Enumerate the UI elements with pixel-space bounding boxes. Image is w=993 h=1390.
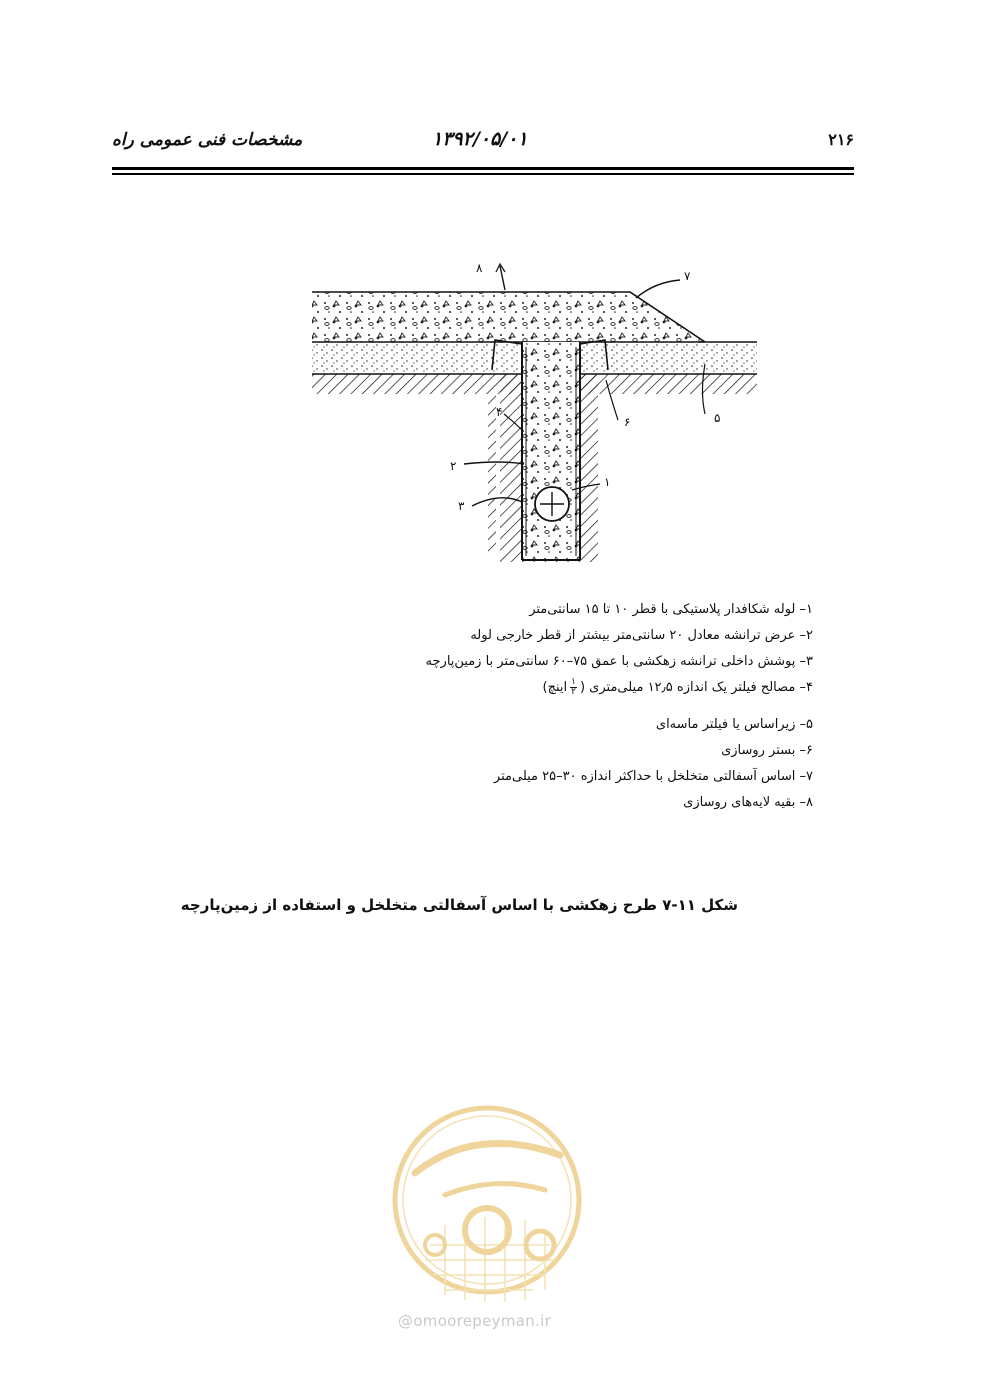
legend-item-4 [333,678,813,715]
fraction-numerator: ۱ [571,677,576,687]
page-number: ۲۱۶ [828,130,854,149]
legend-item-1: ۱– لوله شکافدار پلاستیکی با قطر ۱۰ تا ۱۵ سانتی‌متر [529,602,813,617]
legend-item-6: ۶– بستر روسازی [721,743,813,758]
callout-4: ۴ [496,405,503,419]
drainage-figure [300,252,770,572]
legend-item-3: ۳– پوشش داخلی ترانشه زهکشی با عمق ۷۵–۶۰ سانتی‌متر با زمین‌پارچه [425,654,813,669]
callout-1: ۱ [604,475,611,489]
figure-legend [333,600,813,819]
legend-item-4-suffix: اینچ) [542,680,568,695]
watermark-site-text: @omoorepeyman.ir [398,1312,552,1330]
legend-item-4-prefix: ۴– مصالح فیلتر یک اندازه ۱۲٫۵ میلی‌متری ( [579,680,813,695]
page-header [112,126,854,162]
legend-item-8: ۸– بقیه لایه‌های روسازی [683,795,813,810]
callout-5: ۵ [714,411,721,425]
legend-item-2: ۲– عرض ترانشه معادل ۲۰ سانتی‌متر بیشتر از قطر خارجی لوله [470,628,813,643]
header-rule-thick [112,167,854,170]
callout-2: ۲ [450,459,457,473]
callout-6: ۶ [624,415,631,429]
legend-item-7: ۷– اساس آسفالتی متخلخل با حداکثر اندازه ۳۰–۲۵ میلی‌متر [493,769,813,784]
legend-item-5: ۵– زیراساس یا فیلتر ماسه‌ای [655,717,813,732]
callout-8: ۸ [476,261,483,275]
callout-3: ۳ [458,499,465,513]
callout-7: ۷ [684,269,691,283]
watermark-seal-icon [385,1095,590,1310]
fraction-denominator: ۲ [571,687,576,697]
figure-caption: شکل ۱۱-۷ طرح زهکشی با اساس آسفالتی متخلخل و استفاده از زمین‌پارچه [180,896,738,914]
header-date: ۱۳۹۲/۰۵/۰۱ [432,128,528,150]
header-rule-thin [112,173,854,175]
fraction-half [570,678,577,697]
drainage-cross-section [300,252,770,572]
book-title: مشخصات فنی عمومی راه [112,130,303,150]
watermark-logo [385,1095,590,1335]
